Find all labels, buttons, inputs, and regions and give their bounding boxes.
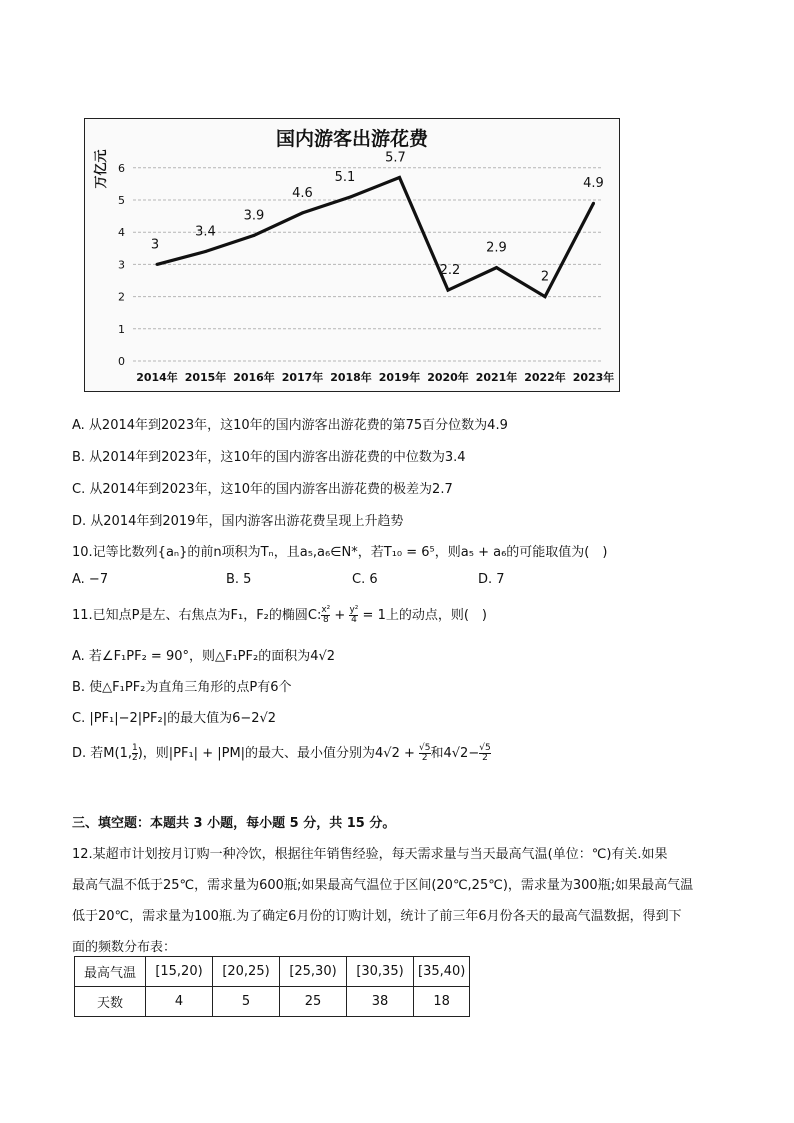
x-tick-label: 2023年: [572, 371, 615, 384]
data-label: 2.9: [486, 240, 507, 256]
q11-frac-y-den: 4: [351, 615, 357, 625]
table-header-cell: 最高气温: [75, 957, 146, 987]
y-tick-label: 4: [118, 226, 125, 240]
data-point: [495, 266, 498, 269]
x-tick-label: 2017年: [281, 371, 324, 384]
line-chart: [84, 118, 620, 392]
q11-plus: +: [330, 608, 350, 623]
data-label: 5.7: [385, 150, 406, 166]
table-header-cell: [35,40): [414, 957, 470, 987]
q11-d-c: 和4√2−: [430, 746, 480, 761]
q11-d-frac-s2-num: √5: [479, 743, 491, 753]
x-tick-label: 2021年: [475, 371, 518, 384]
q11-d-frac-s2-den: 2: [482, 753, 488, 763]
data-label: 3: [150, 237, 160, 253]
q10-option-b: B. 5: [226, 572, 252, 587]
data-label: 2: [540, 269, 550, 285]
data-point: [204, 250, 207, 253]
data-point: [253, 234, 256, 237]
q12-line-3: 低于20℃，需求量为100瓶.为了确定6月份的订购计划，统计了前三年6月份各天的最高气温数据，得到下: [72, 909, 682, 924]
x-tick-label: 2018年: [330, 371, 372, 384]
q10-option-c: C. 6: [352, 572, 378, 587]
section-3-heading: 三、填空题：本题共 3 小题，每小题 5 分，共 15 分。: [72, 816, 396, 831]
chart-svg: [85, 119, 619, 391]
data-label: 5.1: [334, 169, 356, 185]
x-tick-label: 2019年: [378, 371, 421, 384]
data-label: 2.2: [439, 263, 461, 279]
data-point: [301, 211, 304, 214]
q11-frac-x-num: x²: [321, 605, 331, 615]
q12-line-1: 12.某超市计划按月订购一种冷饮，根据往年销售经验，每天需求量与当天最高气温(单位：℃)有关.如果: [72, 847, 668, 862]
table-header-cell: [20,25): [213, 957, 280, 987]
frequency-table: [74, 956, 470, 1017]
data-label: 4.9: [583, 176, 604, 192]
table-cell: 5: [213, 987, 280, 1017]
q11-stem-b: = 1上的动点，则( ): [358, 608, 487, 623]
q11-option-b: B. 使△F₁PF₂为直角三角形的点P有6个: [72, 680, 292, 695]
q11-stem-a: 11.已知点P是左、右焦点为F₁，F₂的椭圆C:: [72, 608, 322, 623]
data-point: [544, 295, 547, 298]
q12-line-4: 面的频数分布表：: [72, 940, 177, 955]
q11-frac-y-num: y²: [349, 605, 359, 615]
data-label: 4.6: [292, 185, 313, 201]
q11-d-b: )，则|PF₁| + |PM|的最大、最小值分别为4√2 +: [137, 746, 420, 761]
data-point: [350, 195, 353, 198]
q11-stem: [72, 604, 487, 625]
q11-d-frac-s2: [479, 744, 490, 763]
table-cell: 25: [280, 987, 347, 1017]
data-point: [398, 176, 401, 179]
x-tick-label: 2022年: [524, 371, 566, 384]
table-header-cell: [25,30): [280, 957, 347, 987]
table-header-row: [75, 957, 470, 987]
y-tick-label: 3: [118, 258, 125, 272]
y-tick-label: 5: [118, 194, 125, 207]
q10-option-d: D. 7: [478, 572, 505, 587]
series-line: [157, 177, 594, 296]
table-header-cell: [15,20): [146, 957, 213, 987]
x-tick-label: 2014年: [136, 371, 178, 384]
table-row: [75, 987, 470, 1017]
q9-option-a: A. 从2014年到2023年，这10年的国内游客出游花费的第75百分位数为4.9: [72, 418, 508, 433]
q12-line-2: 最高气温不低于25℃，需求量为600瓶;如果最高气温位于区间(20℃,25℃)，需求量为300瓶;如果最高气温: [72, 878, 694, 893]
table-cell: 天数: [75, 987, 146, 1017]
q11-d-a: D. 若M(1,: [72, 746, 132, 761]
q11-d-frac-half-den: 2: [131, 753, 138, 763]
y-axis-label: 万亿元: [94, 149, 109, 189]
q10-stem: 10.记等比数列{aₙ}的前n项积为Tₙ，且a₅,a₆∈N*，若T₁₀ = 6⁵，则a₅ + a₆的可能取值为( ): [72, 545, 608, 560]
x-tick-label: 2020年: [427, 371, 469, 384]
q11-option-d: [72, 742, 491, 763]
q11-d-frac-half-num: 1: [131, 743, 138, 753]
data-point: [156, 263, 159, 266]
data-label: 3.9: [243, 208, 265, 224]
x-tick-label: 2015年: [184, 371, 227, 384]
x-tick-label: 2016年: [233, 371, 275, 384]
q11-option-c: C. |PF₁|−2|PF₂|的最大值为6−2√2: [72, 711, 277, 726]
q9-option-c: C. 从2014年到2023年，这10年的国内游客出游花费的极差为2.7: [72, 482, 453, 497]
y-tick-label: 0: [118, 355, 125, 368]
table-cell: 18: [414, 987, 470, 1017]
q11-frac-x: [321, 606, 330, 625]
q11-d-frac-s1-num: √5: [419, 743, 431, 753]
table-cell: 38: [347, 987, 414, 1017]
y-tick-label: 2: [118, 290, 125, 304]
q9-option-d: D. 从2014年到2019年，国内游客出游花费呈现上升趋势: [72, 514, 404, 529]
table-header-cell: [30,35): [347, 957, 414, 987]
q10-option-a: A. −7: [72, 572, 109, 587]
q11-d-frac-s1: [419, 744, 430, 763]
data-point: [447, 289, 450, 292]
y-tick-label: 1: [118, 322, 125, 336]
y-tick-label: 6: [118, 161, 125, 175]
data-label: 3.4: [195, 224, 216, 240]
q9-option-b: B. 从2014年到2023年，这10年的国内游客出游花费的中位数为3.4: [72, 450, 466, 465]
data-point: [592, 202, 595, 205]
q11-frac-x-den: 8: [322, 615, 329, 625]
chart-title: 国内游客出游花费: [275, 128, 429, 150]
q11-d-frac-s1-den: 2: [421, 753, 428, 763]
table-cell: 4: [146, 987, 213, 1017]
q11-option-a: A. 若∠F₁PF₂ = 90°，则△F₁PF₂的面积为4√2: [72, 649, 336, 664]
